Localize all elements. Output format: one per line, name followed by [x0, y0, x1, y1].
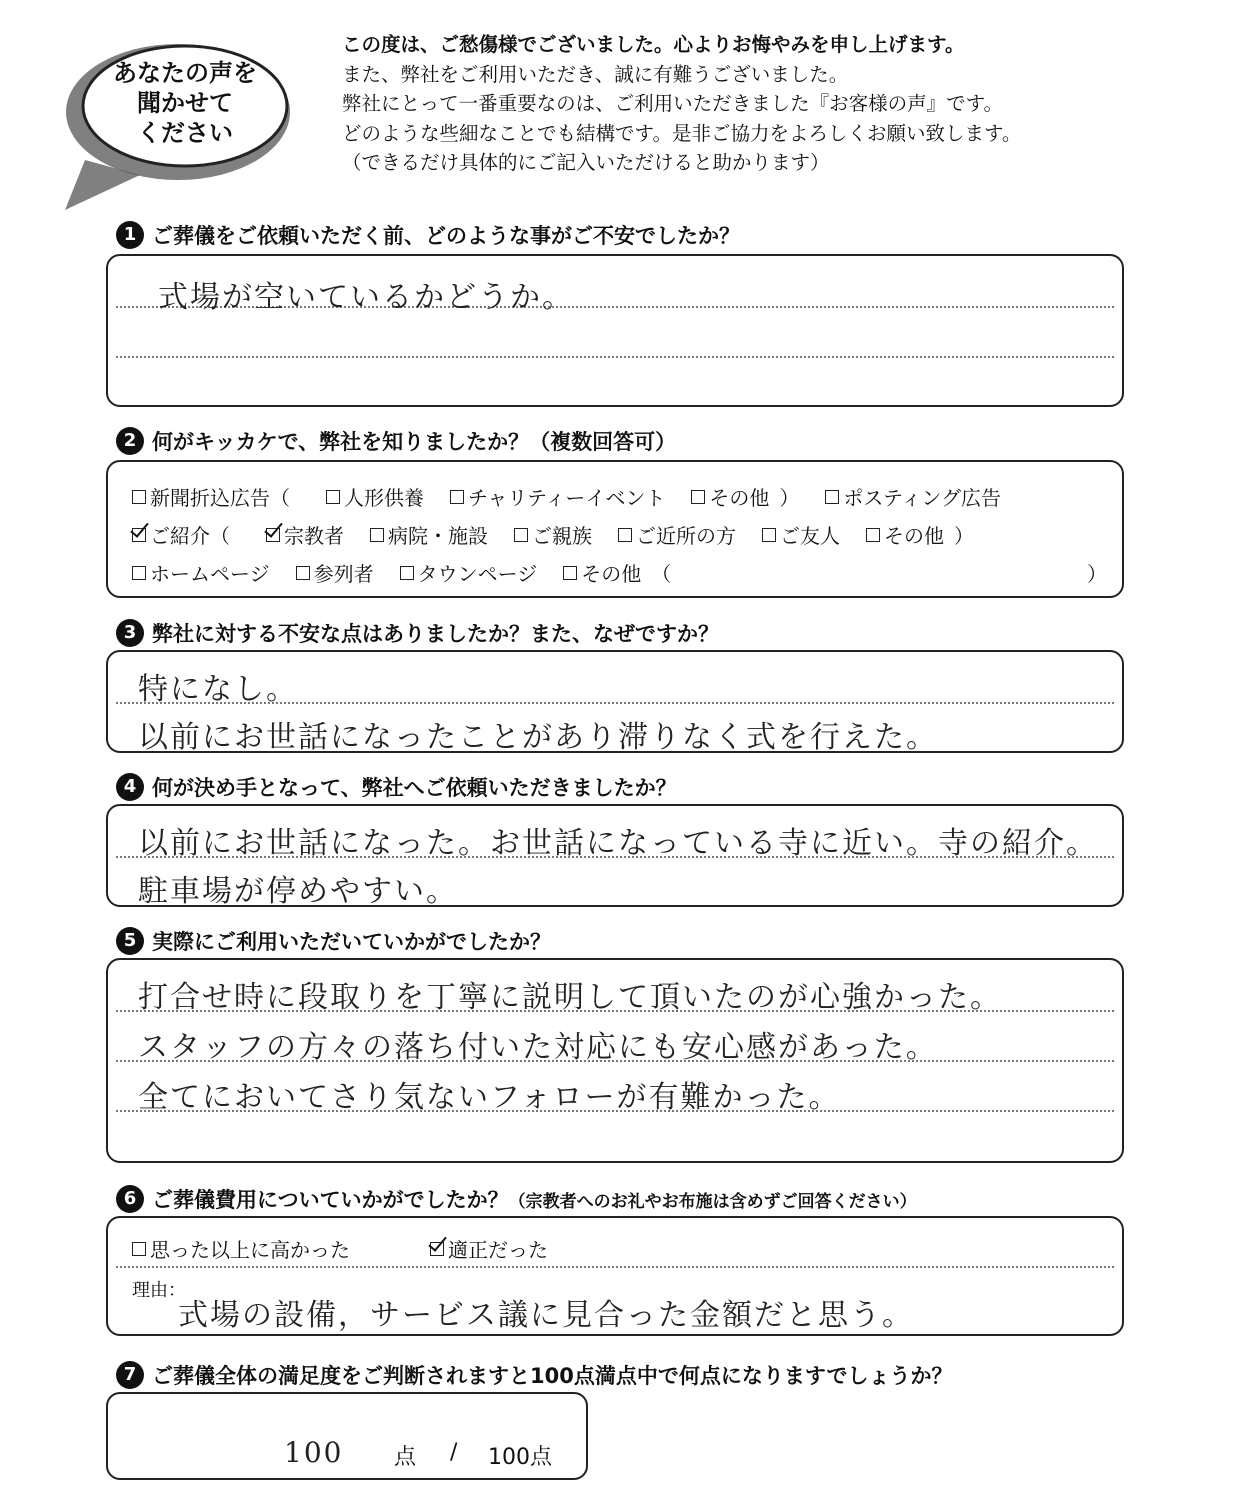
q5-number: 5 — [116, 927, 144, 955]
q2-number: 2 — [116, 427, 144, 455]
checkbox-icon[interactable] — [296, 566, 310, 580]
q6-reason-label: 理由： — [132, 1280, 186, 1301]
q2-opt-relatives[interactable]: ご親族 — [514, 520, 592, 549]
q1-title — [116, 220, 740, 250]
q7-title — [116, 1360, 952, 1390]
intro-text — [342, 30, 1222, 178]
checkbox-checked-icon[interactable] — [266, 528, 280, 542]
q4-answer-line-1: 以前にお世話になった。お世話になっている寺に近い。寺の紹介。 — [138, 826, 1098, 861]
checkbox-icon[interactable] — [866, 528, 880, 542]
q2-title-text: 何がキッカケで、弊社を知りましたか？（複数回答可） — [152, 430, 677, 454]
q2-options-box — [106, 460, 1124, 598]
speech-bubble — [60, 40, 310, 220]
q2-opt-neighbors[interactable]: ご近所の方 — [618, 520, 736, 549]
q6-opt-expensive[interactable]: 思った以上に高かった — [132, 1234, 350, 1263]
q2-opt-friends[interactable]: ご友人 — [762, 520, 840, 549]
checkbox-icon[interactable] — [132, 566, 146, 580]
checkbox-icon[interactable] — [326, 490, 340, 504]
q6-options-row — [132, 1234, 574, 1263]
q2-opt-referral[interactable]: ご紹介 （ — [132, 520, 240, 549]
q6-opt-appropriate[interactable]: 適正だった — [430, 1234, 548, 1263]
q2-opt-doll[interactable]: 人形供養 — [326, 482, 424, 511]
checkbox-icon[interactable] — [618, 528, 632, 542]
q7-slash: / — [450, 1440, 458, 1465]
q5-answer-line-2: スタッフの方々の落ち付いた対応にも安心感があった。 — [138, 1030, 938, 1065]
q2-row-3 — [132, 558, 1107, 587]
q6-reason-text[interactable]: 式場の設備，サービス議に見合った金額だと思う。 — [178, 1298, 914, 1333]
q2-row-2 — [132, 520, 1000, 549]
checkbox-icon[interactable] — [563, 566, 577, 580]
q2-title — [116, 426, 676, 456]
q2-row3-close: ） — [1087, 562, 1107, 586]
q7-number: 7 — [116, 1361, 144, 1389]
q2-opt-hospital[interactable]: 病院・施設 — [370, 520, 488, 549]
q2-opt-other-2[interactable]: その他 ） — [866, 520, 974, 549]
q2-opt-other-3[interactable]: その他 （ — [563, 558, 671, 587]
q7-max: 100点 — [488, 1445, 552, 1470]
q5-title — [116, 926, 551, 956]
q6-note: （宗教者へのお礼やお布施は含めずご回答ください） — [508, 1191, 917, 1212]
q6-number: 6 — [116, 1185, 144, 1213]
q4-title — [116, 772, 677, 802]
q3-answer-line-2: 以前にお世話になったことがあり滞りなく式を行えた。 — [138, 720, 938, 755]
checkbox-icon[interactable] — [762, 528, 776, 542]
q2-opt-clergy[interactable]: 宗教者 — [266, 520, 344, 549]
intro-sub: （できるだけ具体的にご記入いただけると助かります） — [342, 151, 830, 174]
bubble-line-2: 聞かせて — [137, 89, 233, 117]
q3-answer-line-1: 特になし。 — [138, 672, 298, 707]
q4-answer-box[interactable] — [106, 804, 1124, 907]
checkbox-checked-icon[interactable] — [132, 528, 146, 542]
q1-title-text: ご葬儀をご依頼いただく前、どのような事がご不安でしたか？ — [152, 224, 740, 248]
bubble-line-3: ください — [137, 119, 233, 147]
q2-opt-posting[interactable]: ポスティング広告 — [825, 482, 1001, 511]
checkbox-icon[interactable] — [825, 490, 839, 504]
q2-opt-homepage[interactable]: ホームページ — [132, 558, 270, 587]
checkbox-icon[interactable] — [400, 566, 414, 580]
q3-title — [116, 618, 719, 648]
q2-opt-other-1[interactable]: その他 ） — [691, 482, 799, 511]
q7-score-box[interactable] — [106, 1392, 588, 1480]
q3-title-text: 弊社に対する不安な点はありましたか？また、なぜですか？ — [152, 622, 719, 646]
q3-answer-box[interactable] — [106, 650, 1124, 753]
q5-answer-line-3: 全てにおいてさり気ないフォローが有難かった。 — [138, 1080, 841, 1115]
q7-score[interactable]: 100 — [284, 1436, 344, 1469]
q4-answer-line-2: 駐車場が停めやすい。 — [138, 874, 458, 909]
q7-unit: 点 — [394, 1445, 417, 1470]
q5-title-text: 実際にご利用いただいていかがでしたか？ — [152, 930, 551, 954]
q7-title-text: ご葬儀全体の満足度をご判断されますと100点満点中で何点になりますでしょうか？ — [152, 1364, 953, 1388]
intro-line-1: この度は、ご愁傷様でございました。心よりお悔やみを申し上げます。 — [342, 33, 965, 56]
q2-opt-charity[interactable]: チャリティーイベント — [450, 482, 665, 511]
intro-line-2: また、弊社をご利用いただき、誠に有難うございました。 — [342, 62, 849, 86]
q6-answer-box — [106, 1216, 1124, 1336]
intro-line-3: 弊社にとって一番重要なのは、ご利用いただきました『お客様の声』です。 — [342, 92, 1004, 115]
q4-title-text: 何が決め手となって、弊社へご依頼いただきましたか？ — [152, 776, 677, 800]
bubble-line-1: あなたの声を — [113, 59, 257, 87]
q2-row-1 — [132, 482, 1027, 511]
checkbox-icon[interactable] — [450, 490, 464, 504]
q4-number: 4 — [116, 773, 144, 801]
checkbox-icon[interactable] — [514, 528, 528, 542]
q1-number: 1 — [116, 221, 144, 249]
q2-opt-townpage[interactable]: タウンページ — [400, 558, 538, 587]
q6-title-text: ご葬儀費用についていかがでしたか？ — [152, 1188, 509, 1212]
q5-answer-line-1: 打合せ時に段取りを丁寧に説明して頂いたのが心強かった。 — [138, 980, 1002, 1015]
intro-line-4: どのような些細なことでも結構です。是非ご協力をよろしくお願い致します。 — [342, 121, 1022, 145]
checkbox-icon[interactable] — [370, 528, 384, 542]
q1-answer-box[interactable] — [106, 254, 1124, 407]
checkbox-checked-icon[interactable] — [430, 1242, 444, 1256]
q6-title — [116, 1184, 917, 1214]
q3-number: 3 — [116, 619, 144, 647]
q2-opt-attendee[interactable]: 参列者 — [296, 558, 374, 587]
q2-opt-newspaper[interactable]: 新聞折込広告 （ — [132, 482, 300, 511]
checkbox-icon[interactable] — [132, 1242, 146, 1256]
checkbox-icon[interactable] — [132, 490, 146, 504]
q5-answer-box[interactable] — [106, 958, 1124, 1163]
checkbox-icon[interactable] — [691, 490, 705, 504]
q1-answer-line-1: 式場が空いているかどうか。 — [158, 280, 574, 315]
